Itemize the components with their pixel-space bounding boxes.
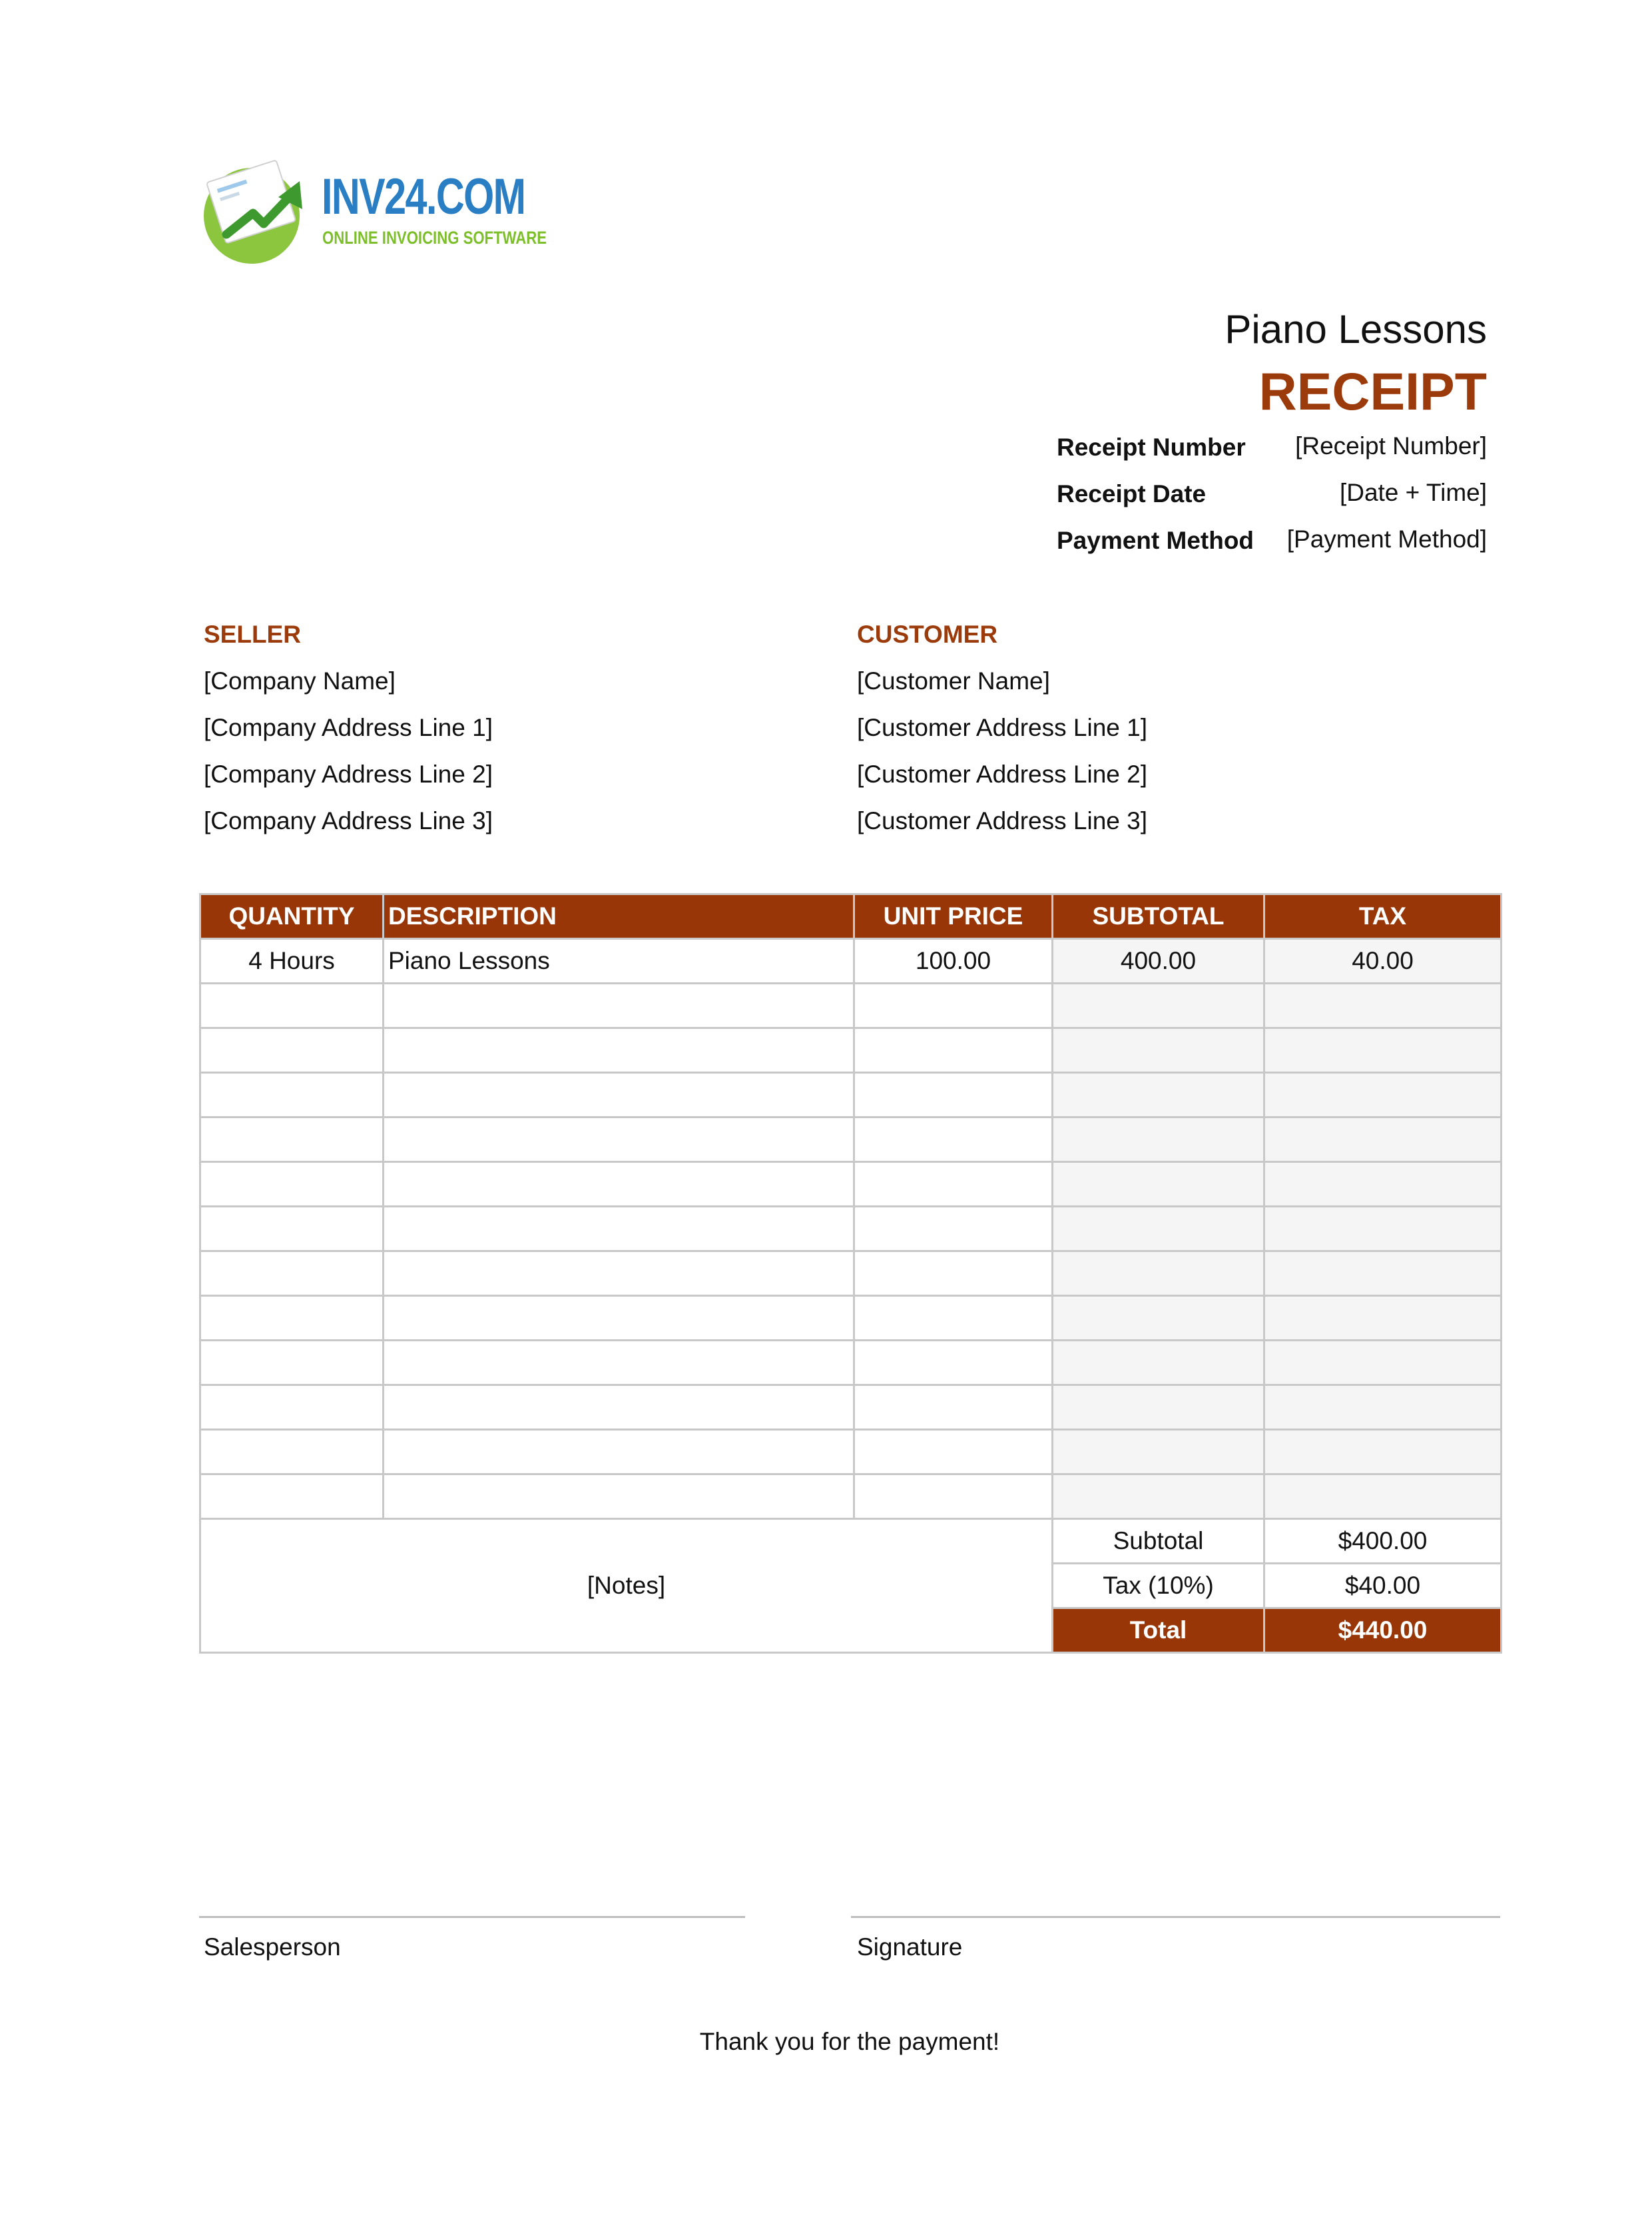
cell-tax: 40.00: [1264, 939, 1502, 984]
cell-description: [384, 1474, 854, 1519]
customer-address-line-1: [Customer Address Line 1]: [857, 714, 1147, 741]
cell-unit-price: [854, 1430, 1053, 1474]
cell-quantity: [200, 984, 384, 1028]
cell-quantity: [200, 1162, 384, 1207]
cell-unit-price: [854, 1385, 1053, 1430]
summary-total-label: Total: [1053, 1608, 1264, 1653]
cell-unit-price: [854, 1207, 1053, 1251]
cell-quantity: [200, 1207, 384, 1251]
cell-unit-price: [854, 984, 1053, 1028]
cell-subtotal: [1053, 1251, 1264, 1296]
column-header-subtotal: SUBTOTAL: [1053, 894, 1264, 939]
table-row: [200, 939, 1502, 984]
cell-tax: [1264, 984, 1502, 1028]
table-row: [200, 1028, 1502, 1073]
summary-subtotal-row: [200, 1519, 1502, 1564]
cell-quantity: [200, 1430, 384, 1474]
cell-unit-price: [854, 1073, 1053, 1117]
receipt-number-label: Receipt Number: [1057, 434, 1246, 461]
seller-heading: SELLER: [204, 621, 301, 648]
cell-quantity: [200, 1117, 384, 1162]
customer-heading: CUSTOMER: [857, 621, 998, 648]
table-row: [200, 1296, 1502, 1341]
cell-subtotal: [1053, 1341, 1264, 1385]
cell-tax: [1264, 1207, 1502, 1251]
cell-description: [384, 1430, 854, 1474]
column-header-quantity: QUANTITY: [200, 894, 384, 939]
cell-unit-price: [854, 1251, 1053, 1296]
summary-tax-value: $40.00: [1264, 1564, 1502, 1608]
seller-company-name: [Company Name]: [204, 667, 396, 695]
customer-name: [Customer Name]: [857, 667, 1050, 695]
thank-you-message: Thank you for the payment!: [699, 2028, 1000, 2055]
customer-signature-line: [851, 1916, 1500, 1918]
line-items-table: [199, 893, 1502, 1654]
document-title: Piano Lessons: [1225, 307, 1487, 352]
cell-tax: [1264, 1251, 1502, 1296]
cell-subtotal: [1053, 1207, 1264, 1251]
table-row: [200, 1341, 1502, 1385]
cell-description: [384, 1341, 854, 1385]
cell-subtotal: [1053, 1430, 1264, 1474]
cell-subtotal: [1053, 1162, 1264, 1207]
document-heading: RECEIPT: [1258, 362, 1487, 421]
cell-description: [384, 1073, 854, 1117]
cell-subtotal: [1053, 1073, 1264, 1117]
table-row: [200, 984, 1502, 1028]
cell-subtotal: [1053, 1474, 1264, 1519]
table-row: [200, 1251, 1502, 1296]
cell-unit-price: [854, 1162, 1053, 1207]
summary-tax-label: Tax (10%): [1053, 1564, 1264, 1608]
cell-subtotal: [1053, 1028, 1264, 1073]
table-header-row: [200, 894, 1502, 939]
cell-unit-price: [854, 1117, 1053, 1162]
cell-tax: [1264, 1385, 1502, 1430]
cell-quantity: [200, 1251, 384, 1296]
receipt-date-value: [Date + Time]: [1339, 479, 1487, 506]
cell-tax: [1264, 1296, 1502, 1341]
cell-quantity: [200, 1474, 384, 1519]
cell-description: [384, 1296, 854, 1341]
logo-tagline: ONLINE INVOICING SOFTWARE: [322, 228, 547, 248]
table-row: [200, 1162, 1502, 1207]
customer-address-line-2: [Customer Address Line 2]: [857, 761, 1147, 788]
notes-cell: [Notes]: [200, 1519, 1053, 1653]
cell-tax: [1264, 1430, 1502, 1474]
column-header-description: DESCRIPTION: [384, 894, 854, 939]
payment-method-label: Payment Method: [1057, 527, 1254, 554]
table-row: [200, 1073, 1502, 1117]
cell-description: [384, 984, 854, 1028]
cell-unit-price: [854, 1296, 1053, 1341]
table-row: [200, 1207, 1502, 1251]
table-row: [200, 1474, 1502, 1519]
cell-description: Piano Lessons: [384, 939, 854, 984]
company-logo: [200, 155, 546, 268]
cell-description: [384, 1117, 854, 1162]
cell-tax: [1264, 1117, 1502, 1162]
cell-tax: [1264, 1162, 1502, 1207]
column-header-tax: TAX: [1264, 894, 1502, 939]
cell-tax: [1264, 1028, 1502, 1073]
cell-tax: [1264, 1341, 1502, 1385]
payment-method-value: [Payment Method]: [1286, 525, 1487, 553]
salesperson-signature-line: [199, 1916, 745, 1918]
summary-subtotal-label: Subtotal: [1053, 1519, 1264, 1564]
cell-quantity: [200, 1073, 384, 1117]
column-header-unit-price: UNIT PRICE: [854, 894, 1053, 939]
cell-quantity: [200, 1385, 384, 1430]
cell-quantity: 4 Hours: [200, 939, 384, 984]
cell-description: [384, 1162, 854, 1207]
cell-subtotal: [1053, 984, 1264, 1028]
cell-subtotal: 400.00: [1053, 939, 1264, 984]
table-row: [200, 1385, 1502, 1430]
cell-subtotal: [1053, 1296, 1264, 1341]
salesperson-label: Salesperson: [204, 1933, 341, 1961]
cell-unit-price: [854, 1028, 1053, 1073]
summary-subtotal-value: $400.00: [1264, 1519, 1502, 1564]
cell-quantity: [200, 1296, 384, 1341]
seller-address-line-1: [Company Address Line 1]: [204, 714, 493, 741]
cell-tax: [1264, 1474, 1502, 1519]
logo-mark-icon: [200, 155, 320, 268]
summary-total-value: $440.00: [1264, 1608, 1502, 1653]
table-row: [200, 1430, 1502, 1474]
seller-address-line-3: [Company Address Line 3]: [204, 807, 493, 834]
cell-subtotal: [1053, 1385, 1264, 1430]
signature-label: Signature: [857, 1933, 963, 1961]
receipt-number-value: [Receipt Number]: [1295, 432, 1487, 460]
cell-subtotal: [1053, 1117, 1264, 1162]
cell-description: [384, 1385, 854, 1430]
customer-address-line-3: [Customer Address Line 3]: [857, 807, 1147, 834]
cell-description: [384, 1251, 854, 1296]
cell-quantity: [200, 1028, 384, 1073]
table-row: [200, 1117, 1502, 1162]
cell-quantity: [200, 1341, 384, 1385]
cell-description: [384, 1207, 854, 1251]
seller-address-line-2: [Company Address Line 2]: [204, 761, 493, 788]
cell-unit-price: 100.00: [854, 939, 1053, 984]
cell-unit-price: [854, 1474, 1053, 1519]
cell-description: [384, 1028, 854, 1073]
cell-unit-price: [854, 1341, 1053, 1385]
receipt-date-label: Receipt Date: [1057, 480, 1207, 507]
logo-name: INV24.COM: [322, 168, 525, 225]
cell-tax: [1264, 1073, 1502, 1117]
